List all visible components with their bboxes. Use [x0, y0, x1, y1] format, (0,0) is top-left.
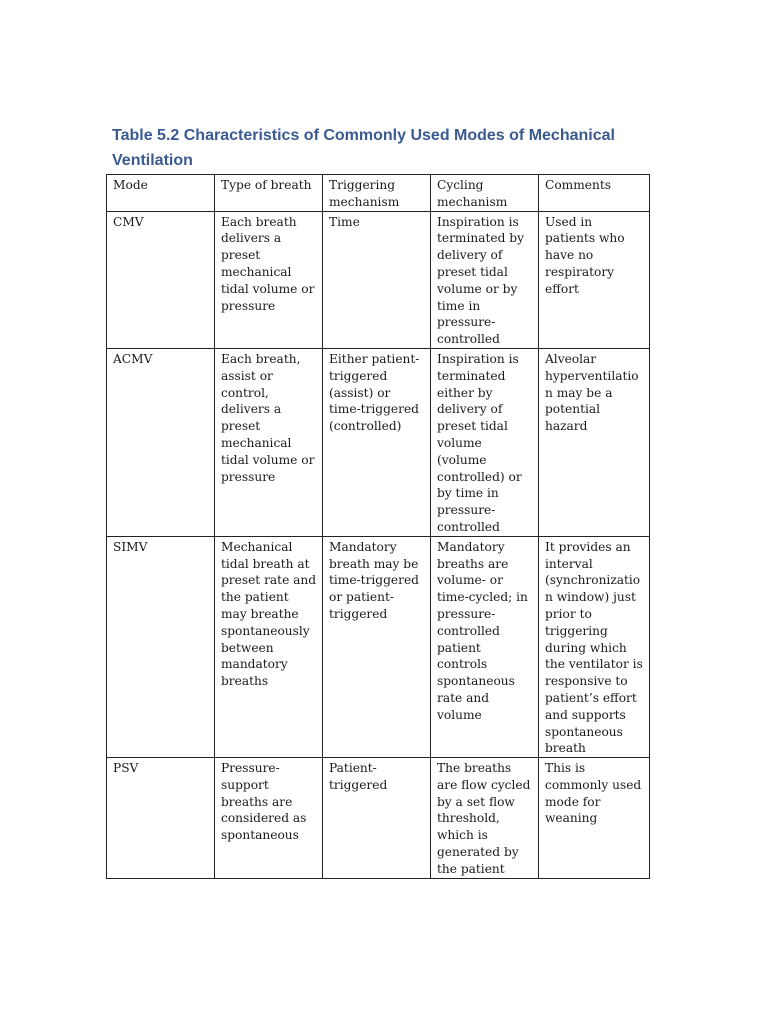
table-header-row — [107, 175, 650, 212]
cell-type-of-breath: Mechanical tidal breath at preset rate and the patient may breathe spontaneously between mandatory breaths — [215, 536, 323, 757]
table-caption — [112, 123, 652, 173]
cell-comments: It provides an interval (synchronization window) just prior to triggering during which the ventilator is responsive to patient’s effort and supports spontaneous breath — [539, 536, 650, 757]
cell-type-of-breath: Pressure-support breaths are considered as spontaneous — [215, 758, 323, 879]
cell-comments: Alveolar hyperventilation may be a potential hazard — [539, 348, 650, 536]
cell-type-of-breath: Each breath, assist or control, delivers a preset mechanical tidal volume or pressure — [215, 348, 323, 536]
table-row — [107, 348, 650, 536]
table-caption-line-2: Ventilation — [112, 152, 193, 169]
table-row — [107, 211, 650, 348]
table-caption-line-1: Table 5.2 Characteristics of Commonly Used Modes of Mechanical — [112, 127, 615, 144]
header-mode: Mode — [107, 175, 215, 212]
cell-type-of-breath: Each breath delivers a preset mechanical tidal volume or pressure — [215, 211, 323, 348]
cell-triggering-mechanism: Time — [323, 211, 431, 348]
cell-mode: PSV — [107, 758, 215, 879]
header-comments: Comments — [539, 175, 650, 212]
header-cycling-mechanism: Cycling mechanism — [431, 175, 539, 212]
cell-comments: Used in patients who have no respiratory effort — [539, 211, 650, 348]
cell-triggering-mechanism: Patient-triggered — [323, 758, 431, 879]
ventilation-modes-table — [106, 174, 650, 879]
cell-triggering-mechanism: Either patient-triggered (assist) or time-triggered (controlled) — [323, 348, 431, 536]
cell-comments: This is commonly used mode for weaning — [539, 758, 650, 879]
cell-cycling-mechanism: Inspiration is terminated by delivery of preset tidal volume or by time in pressure-controlled — [431, 211, 539, 348]
header-triggering-mechanism: Triggering mechanism — [323, 175, 431, 212]
cell-mode: ACMV — [107, 348, 215, 536]
cell-cycling-mechanism: Inspiration is terminated either by delivery of preset tidal volume (volume controlled) or by time in pressure-controlled — [431, 348, 539, 536]
cell-cycling-mechanism: Mandatory breaths are volume- or time-cycled; in pressure-controlled patient controls spontaneous rate and volume — [431, 536, 539, 757]
cell-cycling-mechanism: The breaths are flow cycled by a set flow threshold, which is generated by the patient — [431, 758, 539, 879]
table-row — [107, 758, 650, 879]
cell-mode: SIMV — [107, 536, 215, 757]
cell-triggering-mechanism: Mandatory breath may be time-triggered or patient-triggered — [323, 536, 431, 757]
table-row — [107, 536, 650, 757]
cell-mode: CMV — [107, 211, 215, 348]
header-type-of-breath: Type of breath — [215, 175, 323, 212]
